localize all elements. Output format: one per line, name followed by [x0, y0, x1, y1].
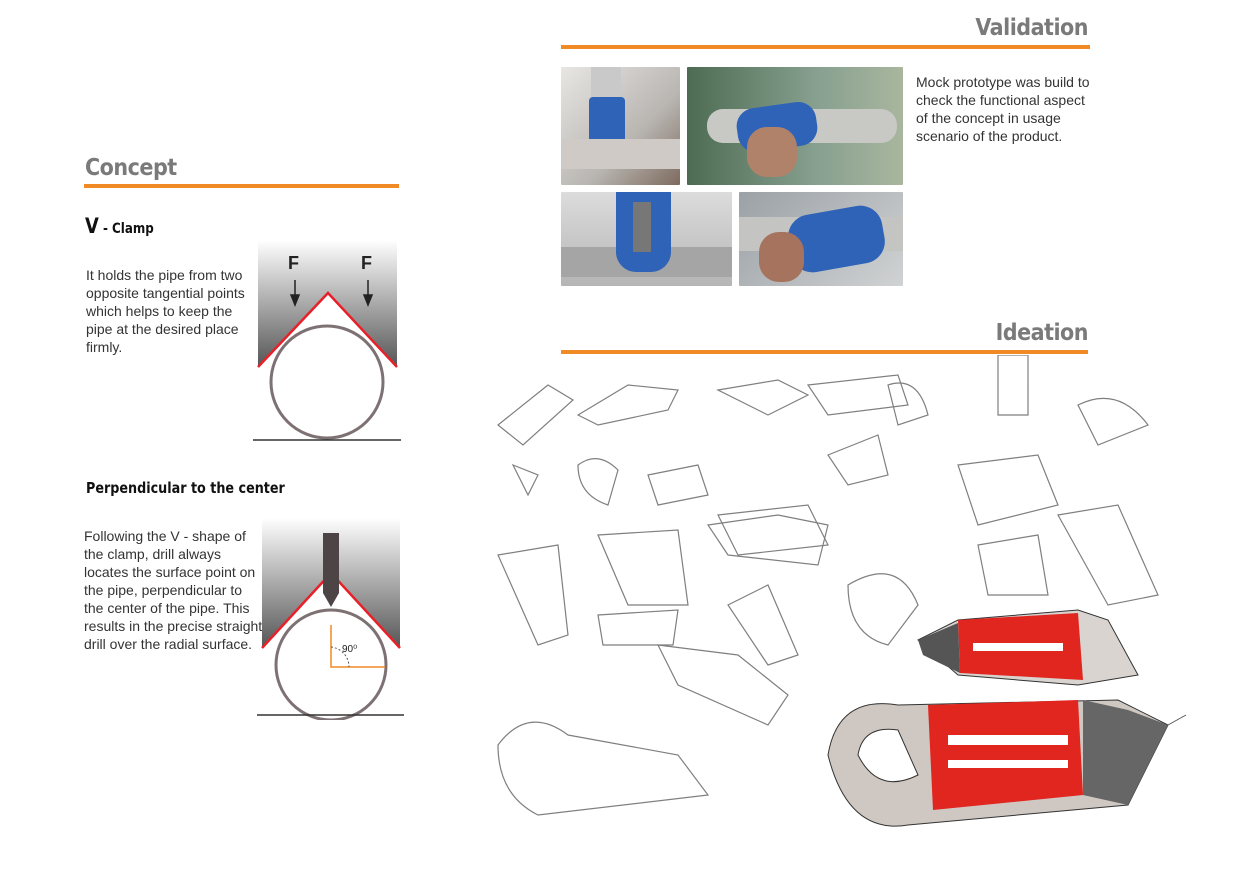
- prototype-photo-2: [687, 67, 903, 185]
- vclamp-description: It holds the pipe from two opposite tangential points which helps to keep the pipe at the desired place firmly.: [86, 267, 245, 355]
- vclamp-heading-rest: - Clamp: [98, 221, 154, 237]
- prototype-photo-3: [561, 192, 732, 286]
- vclamp-heading: [85, 214, 154, 238]
- perpendicular-description: Following the V - shape of the clamp, drill always locates the surface point on the pipe, perpendicular to the center of the pipe. This results in the precise straight drill over the radial surface.: [84, 528, 263, 652]
- pipe-circle: [271, 326, 383, 438]
- prototype-photo-1: [561, 67, 680, 185]
- perpendicular-diagram: [250, 515, 415, 720]
- validation-divider: [561, 45, 1090, 49]
- drill-bit: [323, 533, 339, 607]
- ideation-sketches: [478, 355, 1188, 865]
- ideation-title: Ideation: [995, 320, 1088, 346]
- red-drill-sketch-2: [828, 700, 1186, 826]
- red-drill-sketch-1: [918, 610, 1138, 685]
- concept-title: Concept: [85, 155, 177, 181]
- perpendicular-heading: Perpendicular to the center: [86, 479, 285, 497]
- concept-divider: [84, 184, 399, 188]
- prototype-photo-4: [739, 192, 903, 286]
- vclamp-diagram: [240, 235, 410, 450]
- ideation-divider: [561, 350, 1088, 354]
- force-label-left: F: [288, 253, 299, 273]
- force-label-right: F: [361, 253, 372, 273]
- angle-label: 90⁰: [342, 644, 358, 655]
- vclamp-heading-v: V: [85, 214, 99, 238]
- validation-title: Validation: [975, 15, 1088, 41]
- validation-description: Mock prototype was build to check the functional aspect of the concept in usage scenario of the product.: [916, 74, 1090, 144]
